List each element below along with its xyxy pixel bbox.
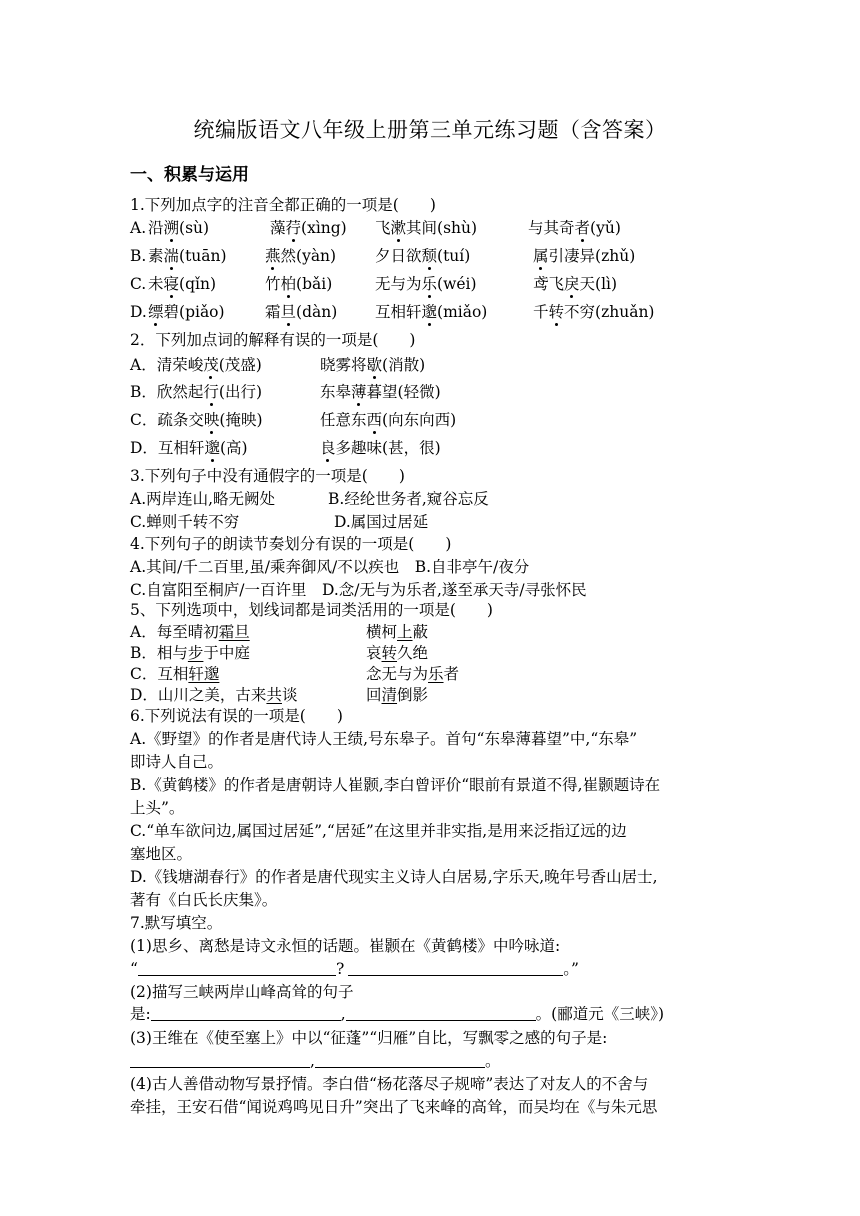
question-7-item-3-blanks: , 。 xyxy=(130,1051,500,1071)
answer-blank[interactable] xyxy=(348,959,563,976)
question-6-option-b-line-1: B.《黄鹤楼》的作者是唐朝诗人崔颢,李白曾评价“眼前有景道不得,崔颢题诗在 xyxy=(130,776,661,794)
question-7-item-2: (2)描写三峡两岸山峰高耸的句子 xyxy=(130,983,354,1001)
answer-blank[interactable] xyxy=(151,1004,341,1021)
answer-blank[interactable] xyxy=(315,1051,485,1068)
question-4-row-1: A.其间/千二百里,虽/乘奔御风/不以疾也 B.自非亭午/夜分 xyxy=(130,558,530,576)
question-7-item-1-blanks: “ ? 。” xyxy=(130,960,579,978)
question-6-option-d-line-2: 著有《白氏长庆集》。 xyxy=(130,891,278,909)
question-4-stem: 4.下列句子的朗读节奏划分有误的一项是( ) xyxy=(130,535,452,553)
question-6-option-b-line-2: 上头”。 xyxy=(130,799,185,817)
question-2-stem: 2．下列加点词的解释有误的一项是( ) xyxy=(130,331,416,349)
question-6-option-a-line-2: 即诗人自己。 xyxy=(130,753,224,771)
question-3-stem: 3.下列句子中没有通假字的一项是( ) xyxy=(130,467,405,485)
question-4-row-2: C.自富阳至桐庐/一百许里 D.念/无与为乐者,遂至承天寺/寻张怀民 xyxy=(130,581,587,599)
question-7-item-1: (1)思乡、离愁是诗文永恒的话题。崔颢在《黄鹤楼》中吟咏道: xyxy=(130,937,561,955)
question-5-stem: 5、下列选项中，划线词都是词类活用的一项是( ) xyxy=(130,601,493,619)
question-6-option-c-line-2: 塞地区。 xyxy=(130,845,193,863)
question-1-stem: 1.下列加点字的注音全都正确的一项是( ) xyxy=(130,196,436,214)
question-6-option-a-line-1: A.《野望》的作者是唐代诗人王绩,号东皋子。首句“东皋薄暮望”中,“东皋” xyxy=(130,730,638,748)
question-6-stem: 6.下列说法有误的一项是( ) xyxy=(130,707,343,725)
question-7-item-3: (3)王维在《使至塞上》中以“征蓬”“归雁”自比，写飘零之感的句子是: xyxy=(130,1029,608,1047)
option-label: A. xyxy=(130,219,147,237)
question-7-item-4-line-2: 牵挂，王安石借“闻说鸡鸣见日升”突出了飞来峰的高耸，而吴均在《与朱元思 xyxy=(130,1098,658,1116)
page-title: 统编版语文八年级上册第三单元练习题（含答案） xyxy=(193,118,667,142)
question-6-option-d-line-1: D.《钱塘湖春行》的作者是唐代现实主义诗人白居易,字乐天,晚年号香山居士, xyxy=(130,868,658,886)
answer-blank[interactable] xyxy=(138,959,336,976)
document-page: 统编版语文八年级上册第三单元练习题（含答案） 一、积累与运用 1.下列加点字的注音全都正确的一项是( ) A. 沿溯(sù) 藻荇(xìng) 飞漱其间(shù) 与其奇者(yǔ) B. 素湍(tuān) 燕然(yàn) 夕日欲颓(tuí) 属引凄异(zhǔ) C. 未寝(qǐn) 竹柏(bǎi) 无与为乐(wéi) 鸢飞戾天(lì) D. 缥碧(piǎo) 霜旦(dàn) 互相轩邈(miǎo) 千转不穷(zhuǎn) 2．下列加点词的解释有误的一项是( ) A．清荣峻茂(茂盛) 晓雾将歇(消散) B．欣然起行(出行) 东皋薄暮望(轻微) C．疏条交映(掩映) 任意东西(向东向西) D．互相轩邈(高) 良多趣味(甚，很) 3.下列句子中没有通假字的一项是( ) A.两岸连山,略无阙处 B.经纶世务者,窥谷忘反 C.蝉则千转不穷 D.属国过居延 4.下列句子的朗读节奏划分有误的一项是( ) A.其间/千二百里,虽/乘奔御风/不以疾也 B.自非亭午/夜分 C.自富阳至桐庐/一百许里 D.念/无与为乐者,遂至承天寺/寻张怀民 5、下列选项中，划线词都是词类活用的一项是( ) A．每至晴初霜旦 横柯上蔽 B．相与步于中庭 哀转久绝 C．互相轩邈 念无与为乐者 D．山川之美，古来共谈 回清倒影 6.下列说法有误的一项是( ) A.《野望》的作者是唐代诗人王绩,号东皋子。首句“东皋薄暮望”中,“东皋” 即诗人自己。 B.《黄鹤楼》的作者是唐朝诗人崔颢,李白曾评价“眼前有景道不得,崔颢题诗在 上头”。 C.“单车欲问边,属国过居延”,“居延”在这里并非实指,是用来泛指辽远的边 塞地区。 D.《钱塘湖春行》的作者是唐代现实主义诗人白居易,字乐天,晚年号香山居士, 著有《白氏长庆集》。 7.默写填空。 (1)思乡、离愁是诗文永恒的话题。崔颢在《黄鹤楼》中吟咏道: “ ? 。” (2)描写三峡两岸山峰高耸的句子 是: , 。(郦道元《三峡》) (3)王维在《使至塞上》中以“征蓬”“归雁”自比，写飘零之感的句子是: , 。 (4)古人善借动物写景抒情。李白借“杨花落尽子规啼”表达了对友人的不舍与 牵挂，王安石借“闻说鸡鸣见日升”突出了飞来峰的高耸，而吴均在《与朱元思 xyxy=(0,0,860,1216)
answer-blank[interactable] xyxy=(346,1004,536,1021)
question-6-option-c-line-1: C.“单车欲问边,属国过居延”,“居延”在这里并非实指,是用来泛指辽远的边 xyxy=(130,822,627,840)
answer-blank[interactable] xyxy=(130,1051,310,1068)
question-7-stem: 7.默写填空。 xyxy=(130,914,223,932)
section-heading: 一、积累与运用 xyxy=(130,165,249,185)
question-7-item-4-line-1: (4)古人善借动物写景抒情。李白借“杨花落尽子规啼”表达了对友人的不舍与 xyxy=(130,1075,649,1093)
question-7-item-2-blanks: 是: , 。(郦道元《三峡》) xyxy=(130,1005,665,1023)
